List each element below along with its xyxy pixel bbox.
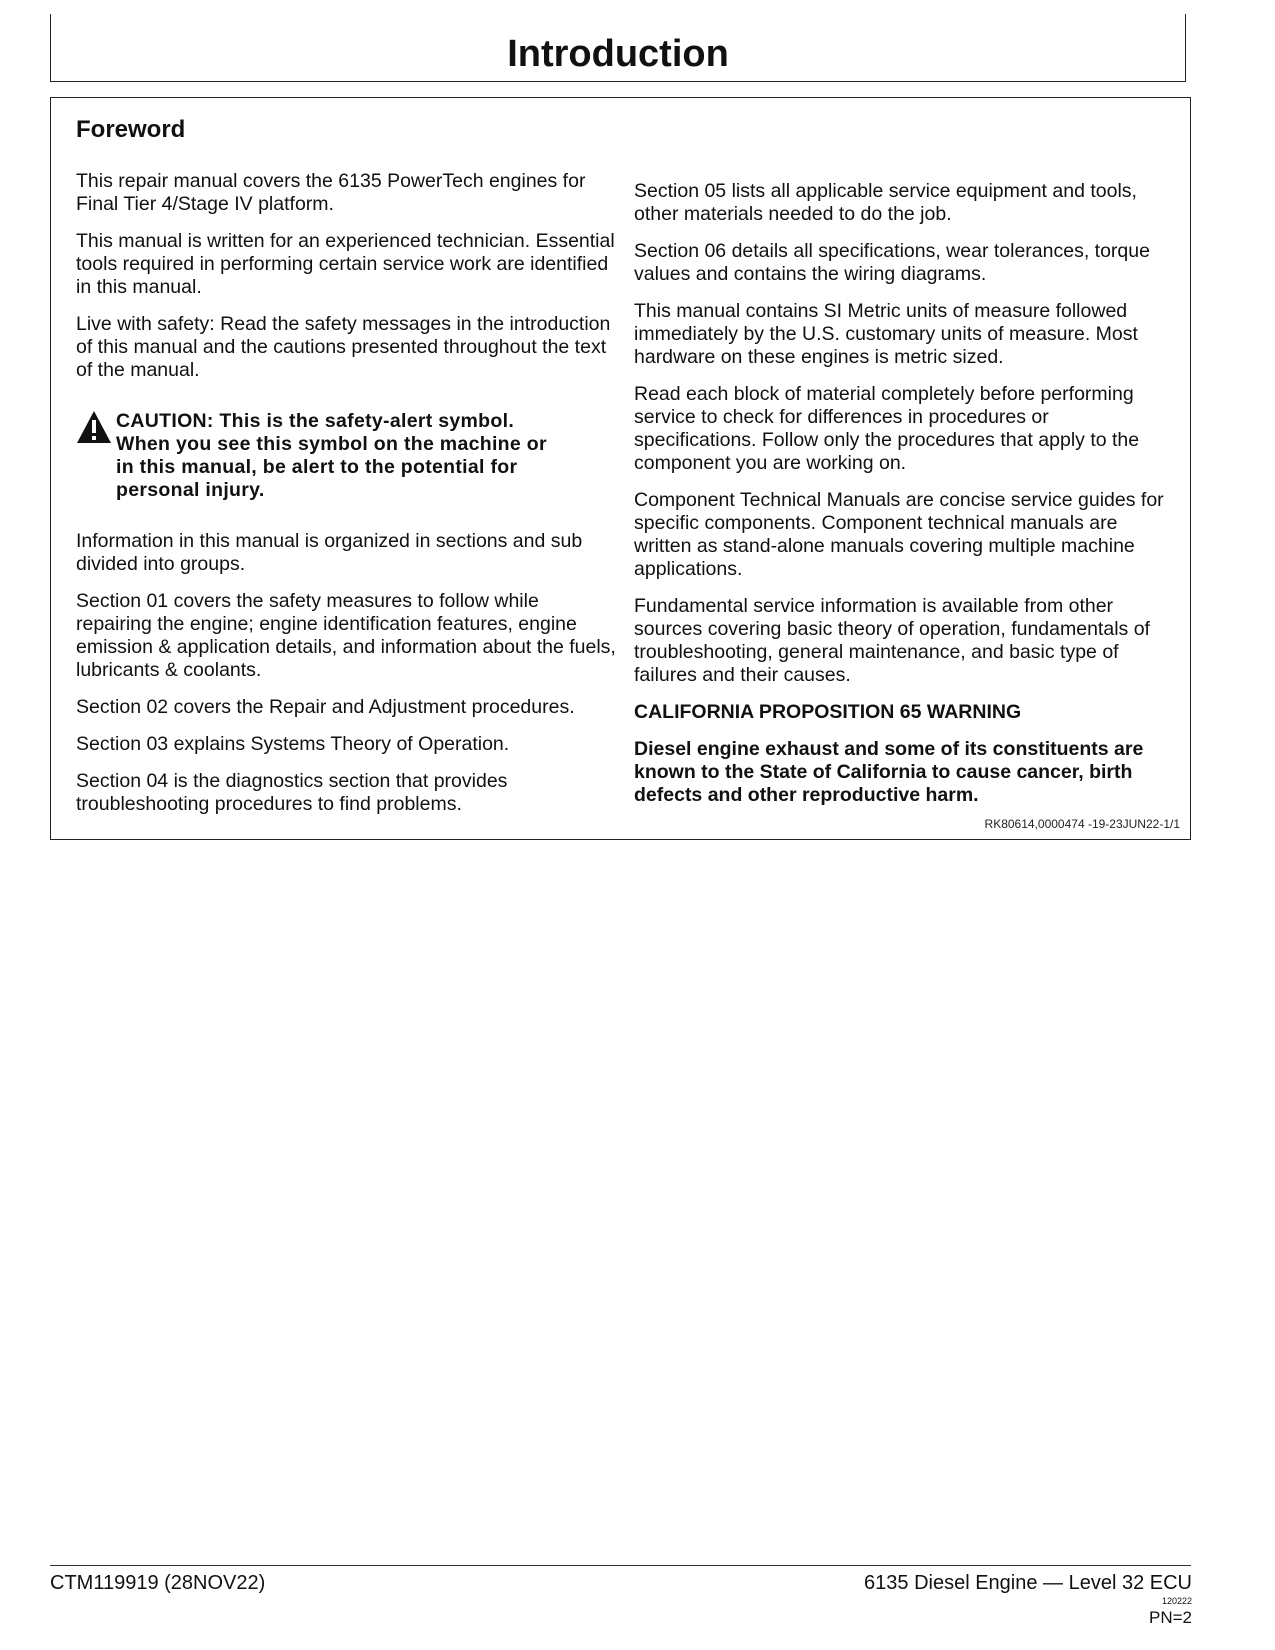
paragraph: This manual is written for an experienced technician. Essential tools required in performing certain service work are identified in this manual.	[76, 230, 615, 298]
section-heading: Foreword	[76, 116, 186, 143]
footer-title: 6135 Diesel Engine — Level 32 ECU	[864, 1572, 1192, 1594]
caution-block	[76, 410, 616, 502]
footer-page-number: PN=2	[1149, 1608, 1192, 1627]
left-column	[76, 170, 616, 830]
paragraph: Section 04 is the diagnostics section that provides troubleshooting procedures to find problems.	[76, 770, 508, 815]
page-header	[50, 14, 1186, 82]
caution-text: CAUTION: This is the safety-alert symbol. When you see this symbol on the machine or in this manual, be alert to the potential for personal injury.	[116, 410, 547, 501]
footer-doc-id: CTM119919 (28NOV22)	[50, 1572, 266, 1594]
right-column	[634, 180, 1169, 821]
safety-alert-icon	[76, 410, 112, 444]
foreword-section	[50, 97, 1191, 840]
paragraph: Section 03 explains Systems Theory of Operation.	[76, 733, 510, 755]
page-title: Introduction	[507, 33, 729, 75]
paragraph: This manual contains SI Metric units of measure followed immediately by the U.S. customary units of measure. Most hardware on these engines is metric sized.	[634, 300, 1138, 368]
reference-code: RK80614,0000474 -19-23JUN22-1/1	[984, 817, 1180, 831]
paragraph: Component Technical Manuals are concise service guides for specific components. Component technical manuals are written as stand-alone manuals covering multiple machine applications.	[634, 489, 1164, 580]
footer-date-code: 120222	[1161, 1596, 1192, 1606]
prop65-warning-heading: CALIFORNIA PROPOSITION 65 WARNING	[634, 701, 1022, 723]
paragraph: Read each block of material completely before performing service to check for differences in procedures or specifications. Follow only the procedures that apply to the component you are working on.	[634, 383, 1140, 474]
footer-divider	[50, 1565, 1191, 1566]
paragraph: Live with safety: Read the safety messages in the introduction of this manual and the cautions presented throughout the text of the manual.	[76, 313, 611, 381]
paragraph: Section 06 details all specifications, wear tolerances, torque values and contains the wiring diagrams.	[634, 240, 1150, 285]
paragraph: Section 05 lists all applicable service equipment and tools, other materials needed to do the job.	[634, 180, 1137, 225]
paragraph: Fundamental service information is available from other sources covering basic theory of operation, fundamentals of troubleshooting, general maintenance, and basic type of failures and their causes.	[634, 595, 1150, 686]
paragraph: Section 01 covers the safety measures to follow while repairing the engine; engine identification features, engine emission & application details, and information about the fuels, lubricants & coolants.	[76, 590, 616, 681]
prop65-warning-body: Diesel engine exhaust and some of its constituents are known to the State of California to cause cancer, birth defects and other reproductive harm.	[634, 738, 1144, 806]
paragraph: Information in this manual is organized in sections and sub divided into groups.	[76, 530, 583, 575]
paragraph: Section 02 covers the Repair and Adjustment procedures.	[76, 696, 575, 718]
paragraph: This repair manual covers the 6135 PowerTech engines for Final Tier 4/Stage IV platform.	[76, 170, 586, 215]
